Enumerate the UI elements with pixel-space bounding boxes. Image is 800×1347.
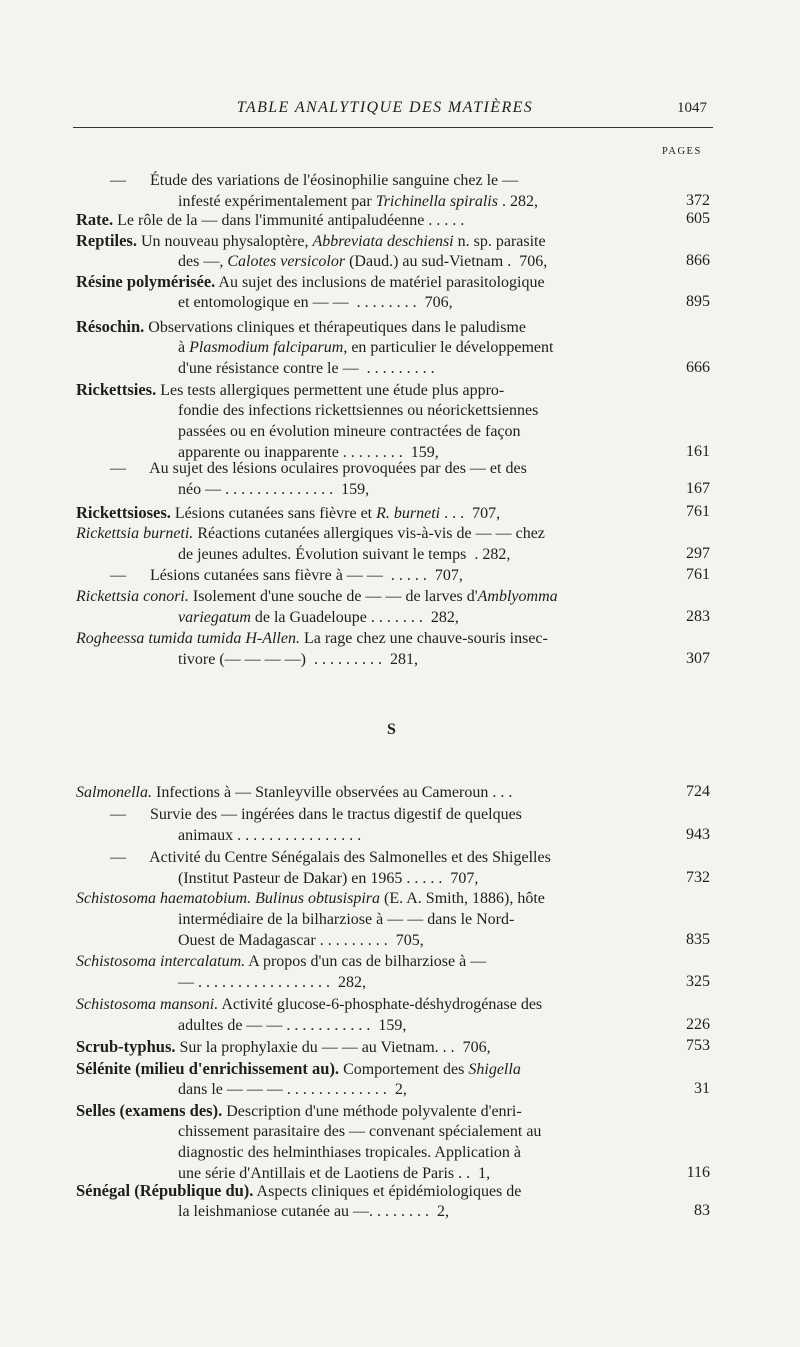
entry-text: (E. A. Smith, 1886), hôte xyxy=(380,890,545,907)
entry-line xyxy=(76,952,486,972)
entry-line xyxy=(178,1202,449,1222)
entry-page-ref: 761 xyxy=(686,566,710,583)
entry-line xyxy=(178,931,424,951)
entry-heading: Rate. xyxy=(76,210,114,229)
entry-text: intermédiaire de la bilharziose à — — dans le Nord- xyxy=(178,911,515,928)
entry-line xyxy=(76,524,545,544)
entry-line xyxy=(178,1016,406,1036)
entry-line xyxy=(178,422,521,442)
entry-italic: R. burneti xyxy=(376,505,441,522)
entry-text: à xyxy=(178,339,190,356)
entry-text: — Étude des variations de l'éosinophilie sanguine chez le — xyxy=(110,172,519,189)
entry-page-ref: 753 xyxy=(686,1037,710,1054)
entry-text: infesté expérimentalement par xyxy=(178,193,376,210)
entry-text: fondie des infections rickettsiennes ou néorickettsiennes xyxy=(178,402,539,419)
entry-text: dans le — — — . . . . . . . . . . . . . 2, xyxy=(178,1081,407,1098)
entry-line xyxy=(76,1037,491,1058)
entry-line xyxy=(76,380,504,401)
entry-page-ref: 666 xyxy=(686,359,710,376)
entry-text: et entomologique en — — . . . . . . . . 706, xyxy=(178,294,453,311)
entry-page-ref: 724 xyxy=(686,783,710,800)
entry-text: Observations cliniques et thérapeutiques dans le paludisme xyxy=(144,319,526,336)
entry-page-ref: 283 xyxy=(686,608,710,625)
entry-text: . 282, xyxy=(497,193,538,210)
entry-text: Comportement des xyxy=(339,1061,469,1078)
entry-page-ref: 895 xyxy=(686,293,710,310)
entry-line xyxy=(178,973,366,993)
entry-line xyxy=(110,566,463,586)
entry-italic: Shigella xyxy=(468,1061,521,1078)
entry-text: la leishmaniose cutanée au —. . . . . . . . 2, xyxy=(178,1203,450,1220)
entry-text: Sur la prophylaxie du — — au Vietnam. . . 706, xyxy=(175,1039,491,1056)
entry-text: Réactions cutanées allergiques vis-à-vis de — — chez xyxy=(193,525,545,542)
entry-text: Description d'une méthode polyvalente d'enri- xyxy=(222,1103,522,1120)
entry-line xyxy=(76,1101,522,1122)
entry-line xyxy=(178,545,510,565)
entry-text: (Institut Pasteur de Dakar) en 1965 . . . . . 707, xyxy=(178,870,479,887)
entry-line xyxy=(76,272,545,293)
entry-page-ref: 297 xyxy=(686,545,710,562)
entry-page-ref: 116 xyxy=(686,1164,710,1181)
pages-column-label: PAGES xyxy=(662,146,702,157)
entry-text: de jeunes adultes. Évolution suivant le temps . 282, xyxy=(178,546,511,563)
entry-italic: Schistosoma mansoni. xyxy=(76,996,219,1013)
entry-line xyxy=(178,1122,541,1142)
entry-page-ref: 866 xyxy=(686,252,710,269)
entry-line xyxy=(178,480,369,500)
entry-page-ref: 372 xyxy=(686,192,710,209)
entry-page-ref: 167 xyxy=(686,480,710,497)
entry-heading: Résine polymérisée. xyxy=(76,272,216,291)
entry-italic: Plasmodium falciparum xyxy=(189,339,344,356)
entry-heading: Selles (examens des). xyxy=(76,1101,223,1120)
entry-text: Infections à — Stanleyville observées au Cameroun . . . xyxy=(152,784,513,801)
entry-line xyxy=(178,359,435,379)
entry-italic: Rogheessa tumida tumida H-Allen. xyxy=(76,630,300,647)
entry-text: — Activité du Centre Sénégalais des Salmonelles et des Shigelles xyxy=(110,849,551,866)
entry-text: — Survie des — ingérées dans le tractus digestif de quelques xyxy=(110,806,522,823)
entry-line xyxy=(178,869,478,889)
entry-line xyxy=(76,503,500,524)
entry-line xyxy=(76,231,546,252)
section-letter: S xyxy=(387,721,397,738)
entry-text: adultes de — — . . . . . . . . . . . 159, xyxy=(178,1017,407,1034)
entry-line xyxy=(76,995,542,1015)
page-number: 1047 xyxy=(677,100,707,116)
entry-heading: Sénégal (République du). xyxy=(76,1181,254,1200)
entry-heading: Sélénite (milieu d'enrichissement au). xyxy=(76,1059,340,1078)
entry-text: néo — . . . . . . . . . . . . . . 159, xyxy=(178,481,370,498)
entry-text: Lésions cutanées sans fièvre et xyxy=(170,505,377,522)
running-header-title: TABLE ANALYTIQUE DES MATIÈRES xyxy=(236,99,534,116)
entry-text: Ouest de Madagascar . . . . . . . . . 705, xyxy=(178,932,424,949)
entry-text: de la Guadeloupe . . . . . . . 282, xyxy=(250,609,459,626)
entry-text: apparente ou inapparente . . . . . . . . 159, xyxy=(178,444,439,461)
entry-line xyxy=(76,587,558,607)
entry-line xyxy=(178,252,547,272)
entry-text: tivore (— — — —) . . . . . . . . . 281, xyxy=(178,651,418,668)
entry-page-ref: 943 xyxy=(686,826,710,843)
entry-line xyxy=(110,805,522,825)
entry-page-ref: 161 xyxy=(686,443,710,460)
entry-text: n. sp. parasite xyxy=(453,233,546,250)
entry-page-ref: 83 xyxy=(694,1202,710,1219)
entry-text: Au sujet des inclusions de matériel parasitologique xyxy=(215,274,545,291)
entry-line xyxy=(76,1181,521,1202)
entry-line xyxy=(178,1080,407,1100)
entry-line xyxy=(178,192,538,212)
entry-italic: Schistosoma intercalatum. xyxy=(76,953,246,970)
entry-page-ref: 307 xyxy=(686,650,710,667)
entry-italic: Trichinella spiralis xyxy=(375,193,498,210)
entry-text: (Daud.) au sud-Vietnam . 706, xyxy=(345,253,548,270)
entry-text: — Lésions cutanées sans fièvre à — — . . . . . 707, xyxy=(110,567,463,584)
entry-line xyxy=(178,338,553,358)
entry-line xyxy=(178,650,418,670)
entry-text: d'une résistance contre le — . . . . . . . . . xyxy=(178,360,435,377)
entry-page-ref: 325 xyxy=(686,973,710,990)
entry-text: Les tests allergiques permettent une étude plus appro- xyxy=(156,382,505,399)
entry-line xyxy=(178,910,514,930)
entry-line xyxy=(178,608,459,628)
entry-text: A propos d'un cas de bilharziose à — xyxy=(245,953,487,970)
entry-text: La rage chez une chauve-souris insec- xyxy=(299,630,548,647)
entry-text: Le rôle de la — dans l'immunité antipaludéenne . . . . . xyxy=(113,212,465,229)
entry-italic: Amblyomma xyxy=(477,588,558,605)
entry-text: diagnostic des helminthiases tropicales. Application à xyxy=(178,1144,522,1161)
entry-italic: Salmonella. xyxy=(76,784,152,801)
entry-italic: Abbreviata deschiensi xyxy=(312,233,454,250)
entry-text: animaux . . . . . . . . . . . . . . . . xyxy=(178,827,362,844)
entry-page-ref: 31 xyxy=(694,1080,710,1097)
entry-line xyxy=(110,848,551,868)
entry-heading: Rickettsioses. xyxy=(76,503,171,522)
entry-line xyxy=(76,629,548,649)
entry-page-ref: 761 xyxy=(686,503,710,520)
entry-line xyxy=(76,317,526,338)
entry-text: , en particulier le développement xyxy=(343,339,554,356)
entry-line xyxy=(178,1143,521,1163)
entry-line xyxy=(110,459,527,479)
entry-text: Un nouveau physaloptère, xyxy=(136,233,313,250)
entry-line xyxy=(110,171,518,191)
entry-line xyxy=(178,401,538,421)
entry-heading: Scrub-typhus. xyxy=(76,1037,176,1056)
entry-line xyxy=(76,889,545,909)
entry-line xyxy=(76,210,464,231)
entry-text: . . . 707, xyxy=(440,505,501,522)
entry-italic: Schistosoma haematobium. Bulinus obtusispira xyxy=(76,890,381,907)
entry-text: — . . . . . . . . . . . . . . . . . 282, xyxy=(178,974,366,991)
entry-italic: Rickettsia burneti. xyxy=(76,525,194,542)
entry-text: une série d'Antillais et de Laotiens de Paris . . 1, xyxy=(178,1165,491,1182)
entry-italic: variegatum xyxy=(178,609,251,626)
entry-line xyxy=(178,826,361,846)
entry-heading: Rickettsies. xyxy=(76,380,157,399)
entry-text: des —, xyxy=(178,253,228,270)
entry-line xyxy=(76,783,512,803)
entry-page-ref: 732 xyxy=(686,869,710,886)
entry-page-ref: 605 xyxy=(686,210,710,227)
entry-text: Activité glucose-6-phosphate-déshydrogénase des xyxy=(218,996,543,1013)
entry-text: — Au sujet des lésions oculaires provoquées par des — et des xyxy=(110,460,527,477)
entry-text: Aspects cliniques et épidémiologiques de xyxy=(253,1183,522,1200)
entry-page-ref: 226 xyxy=(686,1016,710,1033)
entry-italic: Rickettsia conori. xyxy=(76,588,189,605)
entry-text: Isolement d'une souche de — — de larves d' xyxy=(188,588,478,605)
entry-page-ref: 835 xyxy=(686,931,710,948)
entry-text: passées ou en évolution mineure contractées de façon xyxy=(178,423,521,440)
entry-italic: Calotes versicolor xyxy=(227,253,346,270)
entry-heading: Résochin. xyxy=(76,317,145,336)
entry-heading: Reptiles. xyxy=(76,231,137,250)
entry-text: chissement parasitaire des — convenant spécialement au xyxy=(178,1123,542,1140)
entry-line xyxy=(76,1059,521,1080)
entry-line xyxy=(178,293,453,313)
